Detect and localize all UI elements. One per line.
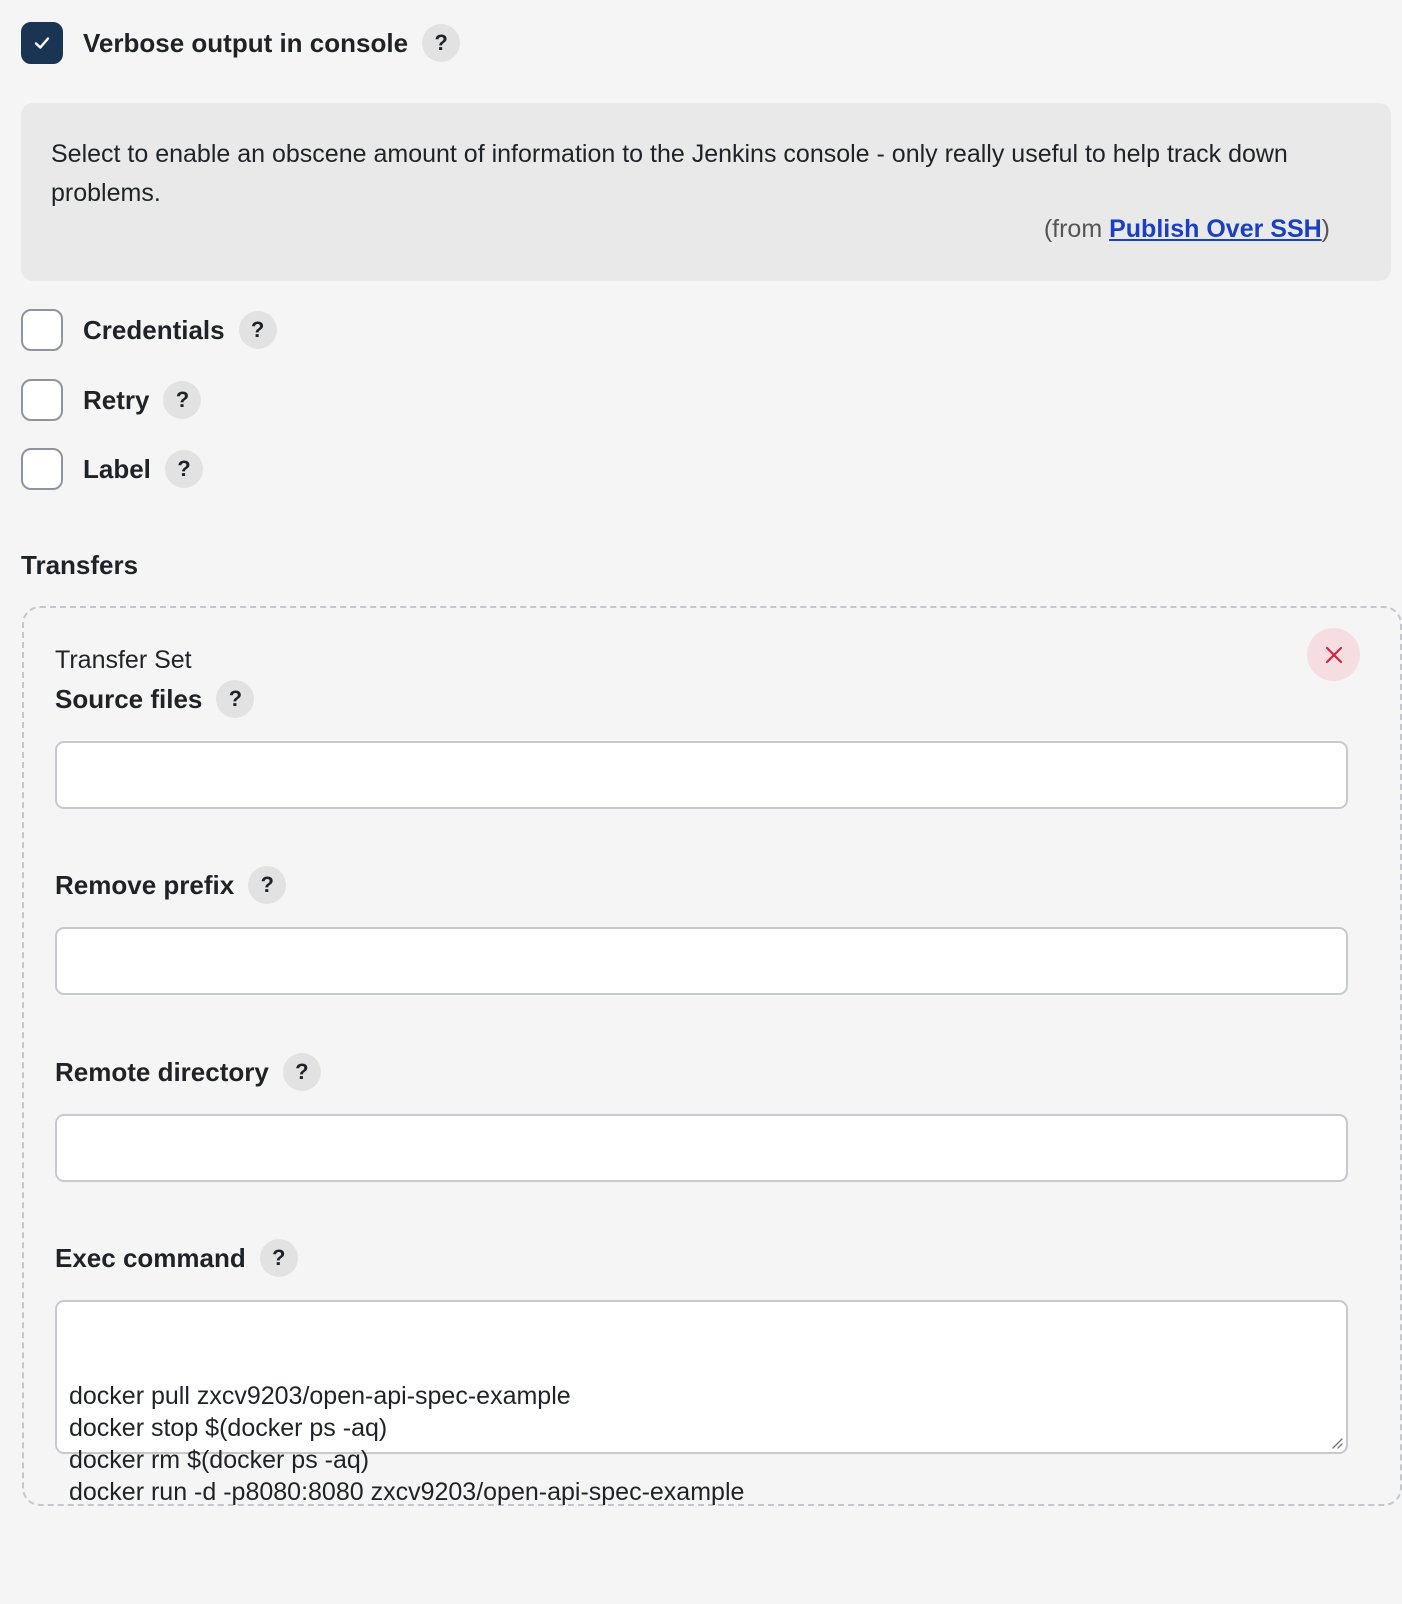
help-source-suffix: ) (1321, 215, 1330, 243)
credentials-checkbox[interactable] (21, 309, 63, 351)
verbose-output-label: Verbose output in console (83, 27, 409, 58)
transfer-set-title: Transfer Set (55, 646, 192, 674)
help-source-prefix: (from (1043, 215, 1110, 243)
source-files-field-label (55, 680, 254, 718)
retry-label: Retry (83, 384, 150, 415)
verbose-output-checkbox[interactable] (21, 22, 63, 64)
remote-directory-label: Remote directory (55, 1056, 269, 1087)
exec-command-help-icon[interactable]: ? (260, 1239, 298, 1277)
help-source (1044, 215, 1330, 244)
source-files-help-icon[interactable]: ? (216, 680, 254, 718)
exec-command-field-label (55, 1239, 298, 1277)
remove-prefix-label: Remove prefix (55, 869, 235, 900)
credentials-help-icon[interactable]: ? (239, 311, 277, 349)
remote-directory-input[interactable] (55, 1114, 1348, 1182)
label-row (21, 448, 203, 490)
exec-command-textarea[interactable] (55, 1300, 1348, 1506)
delete-transfer-set-button[interactable] (1307, 628, 1360, 681)
source-files-label: Source files (55, 683, 203, 714)
retry-row (21, 379, 201, 421)
credentials-label: Credentials (83, 314, 225, 345)
publish-over-ssh-link[interactable]: Publish Over SSH (1109, 215, 1322, 243)
label-checkbox[interactable] (21, 448, 63, 490)
verbose-help-icon[interactable]: ? (422, 24, 460, 62)
retry-checkbox[interactable] (21, 379, 63, 421)
close-icon (1324, 645, 1344, 665)
checkmark-icon (32, 33, 52, 53)
verbose-help-panel (21, 103, 1391, 281)
remote-directory-help-icon[interactable]: ? (283, 1053, 321, 1091)
remove-prefix-help-icon[interactable]: ? (248, 866, 286, 904)
remove-prefix-field-label (55, 866, 286, 904)
verbose-help-text: Select to enable an obscene amount of information to the Jenkins console - only really useful to help track down problems. (51, 140, 1288, 207)
resize-handle-icon[interactable] (1329, 1435, 1343, 1449)
label-help-icon[interactable]: ? (165, 450, 203, 488)
remote-directory-field-label (55, 1053, 321, 1091)
transfers-title: Transfers (21, 550, 139, 580)
credentials-row (21, 309, 277, 351)
exec-command-label: Exec command (55, 1242, 246, 1273)
verbose-output-row (21, 22, 460, 64)
exec-command-text: docker pull zxcv9203/open-api-spec-example docker stop $(docker ps -aq) docker rm $(docker ps -aq) docker run -d -p8080:8080 zxcv9203/open-api-spec-example (69, 1382, 745, 1506)
source-files-input[interactable] (55, 741, 1348, 809)
remove-prefix-input[interactable] (55, 927, 1348, 995)
retry-help-icon[interactable]: ? (163, 381, 201, 419)
label-label: Label (83, 453, 151, 484)
